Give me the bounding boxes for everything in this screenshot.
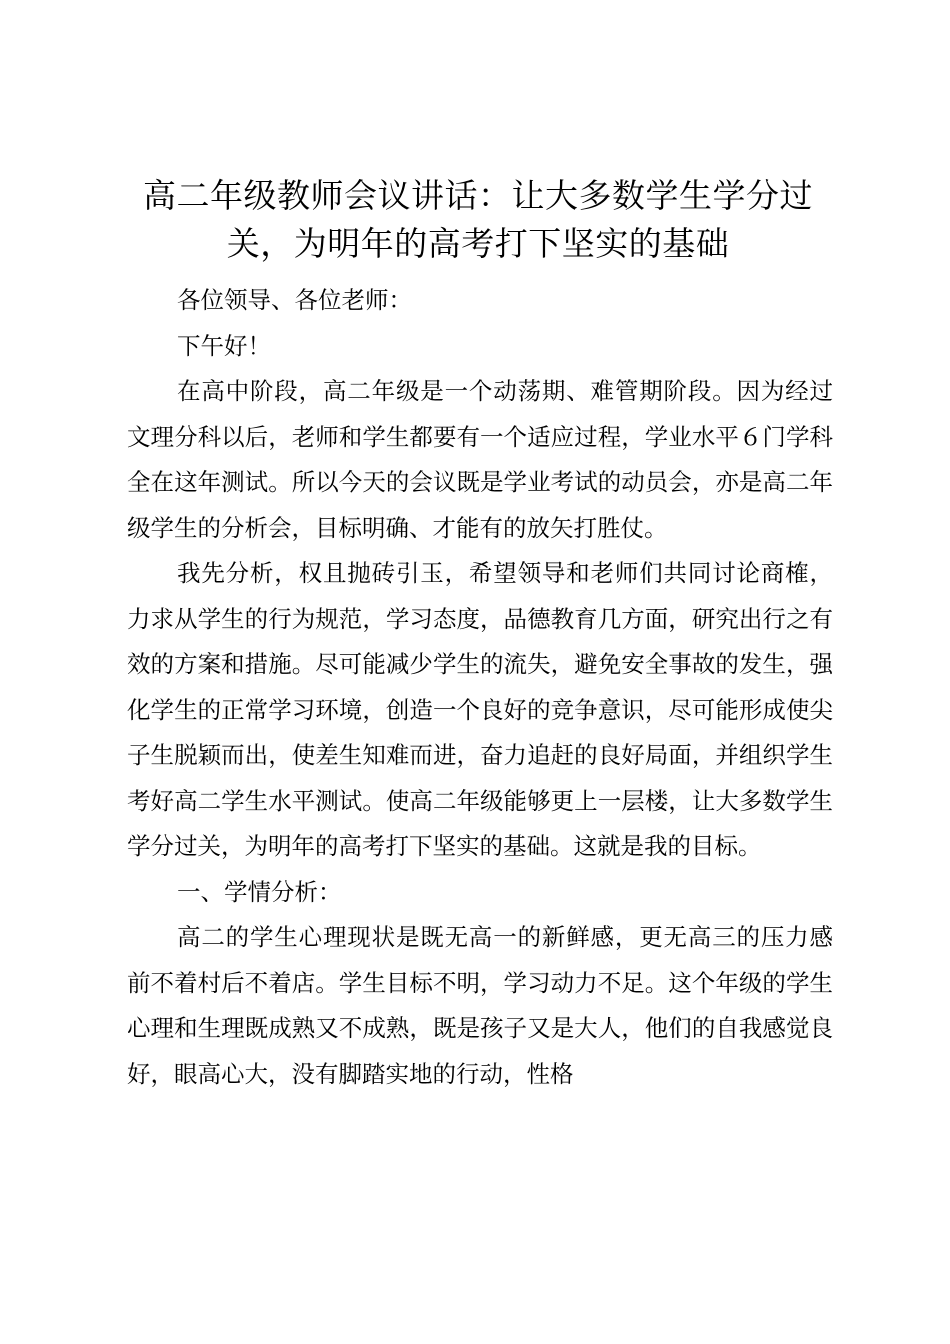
body-paragraph: 我先分析，权且抛砖引玉，希望领导和老师们共同讨论商榷，力求从学生的行为规范，学习态度，品德教育几方面，研究出行之有效的方案和措施。尽可能减少学生的流失，避免安全事故的发生，强化学生的正常学习环境，创造一个良好的竞争意识，尽可能形成使尖子生脱颖而出，使差生知难而进，奋力追赶的良好局面，并组织学生考好高二学生水平测试。使高二年级能够更上一层楼，让大多数学生学分过关，为明年的高考打下坚实的基础。这就是我的目标。: [127, 559, 833, 860]
document-body: [127, 278, 833, 1097]
section-heading: 一、学情分析：: [177, 877, 342, 906]
greeting-paragraph: 下午好！: [177, 331, 271, 360]
document-title: [120, 172, 836, 268]
title-line-2: 关，为明年的高考打下坚实的基础: [226, 224, 730, 263]
title-line-1: 高二年级教师会议讲话：让大多数学生学分过: [143, 176, 813, 215]
body-paragraph: 高二的学生心理现状是既无高一的新鲜感，更无高三的压力感前不着村后不着店。学生目标不明，学习动力不足。这个年级的学生心理和生理既成熟又不成熟，既是孩子又是大人，他们的自我感觉良好，眼高心大，没有脚踏实地的行动，性格: [127, 923, 833, 1088]
body-paragraph: 在高中阶段，高二年级是一个动荡期、难管期阶段。因为经过文理分科以后，老师和学生都要有一个适应过程，学业水平６门学科全在这年测试。所以今天的会议既是学业考试的动员会，亦是高二年级学生的分析会，目标明确、才能有的放矢打胜仗。: [127, 377, 833, 542]
salutation-paragraph: 各位领导、各位老师：: [177, 286, 412, 314]
